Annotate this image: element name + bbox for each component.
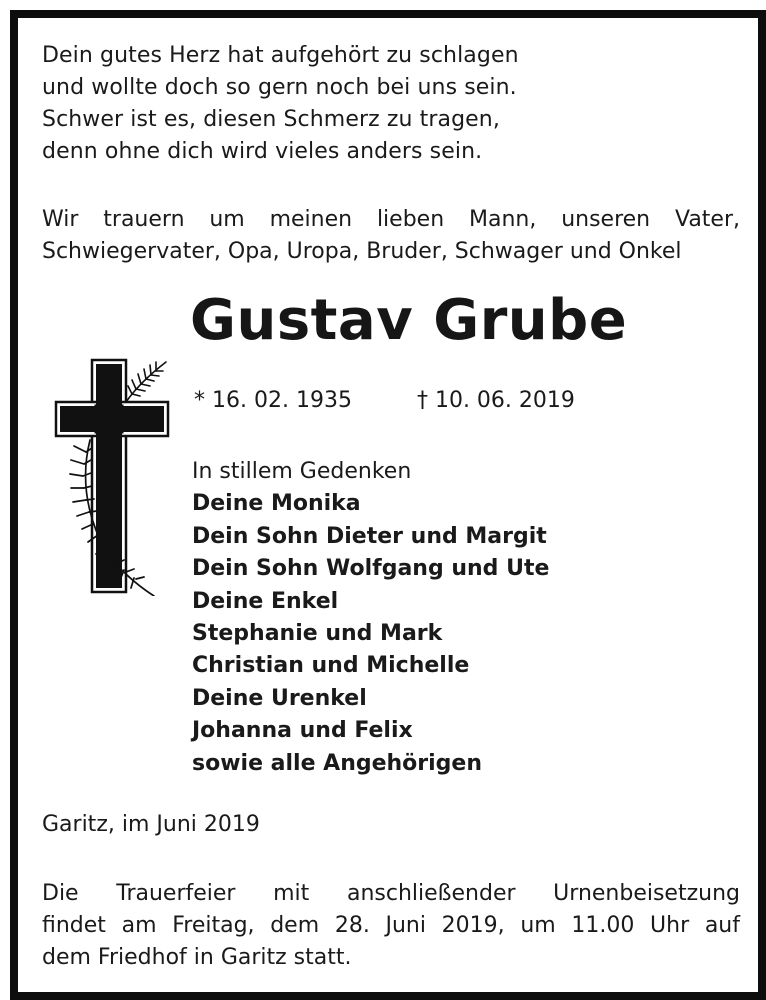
family-member: Dein Sohn Dieter und Margit bbox=[192, 523, 547, 549]
family-member: Stephanie und Mark bbox=[192, 621, 443, 647]
family-member: Christian und Michelle bbox=[192, 653, 470, 679]
life-dates bbox=[194, 388, 575, 413]
obituary-frame bbox=[10, 10, 766, 1000]
place-and-date: Garitz, im Juni 2019 bbox=[42, 812, 260, 837]
deceased-name: Gustav Grube bbox=[190, 288, 628, 353]
mourning-statement bbox=[42, 204, 740, 268]
mourning-line-1: Wir trauern um meinen lieben Mann, unseren Vater, bbox=[42, 207, 740, 232]
poem bbox=[42, 40, 742, 168]
family-member: Dein Sohn Wolfgang und Ute bbox=[192, 556, 550, 582]
poem-line-3: Schwer ist es, diesen Schmerz zu tragen, bbox=[42, 107, 500, 132]
birth-date: * 16. 02. 1935 bbox=[194, 388, 352, 413]
ceremony-line-3: dem Friedhof in Garitz statt. bbox=[42, 945, 352, 970]
poem-line-2: und wollte doch so gern noch bei uns sein. bbox=[42, 75, 517, 100]
family-list bbox=[192, 456, 549, 780]
family-member: Deine Monika bbox=[192, 491, 361, 517]
poem-line-1: Dein gutes Herz hat aufgehört zu schlagen bbox=[42, 43, 519, 68]
family-member: sowie alle Angehörigen bbox=[192, 750, 483, 776]
ceremony-notice bbox=[42, 878, 740, 974]
family-member: Johanna und Felix bbox=[192, 718, 413, 744]
ceremony-line-1: Die Trauerfeier mit anschließender Urnenbeisetzung bbox=[42, 881, 740, 906]
ceremony-line-2: findet am Freitag, dem 28. Juni 2019, um 11.00 Uhr auf bbox=[42, 913, 740, 938]
death-date: † 10. 06. 2019 bbox=[416, 388, 575, 413]
family-member: Deine Enkel bbox=[192, 588, 339, 614]
mourning-line-2: Schwiegervater, Opa, Uropa, Bruder, Schwager und Onkel bbox=[42, 239, 682, 264]
cross-with-palm-branch-icon bbox=[54, 356, 174, 596]
obituary-content bbox=[18, 18, 758, 992]
poem-line-4: denn ohne dich wird vieles anders sein. bbox=[42, 139, 483, 164]
remembrance-intro: In stillem Gedenken bbox=[192, 459, 412, 484]
family-member: Deine Urenkel bbox=[192, 685, 367, 711]
